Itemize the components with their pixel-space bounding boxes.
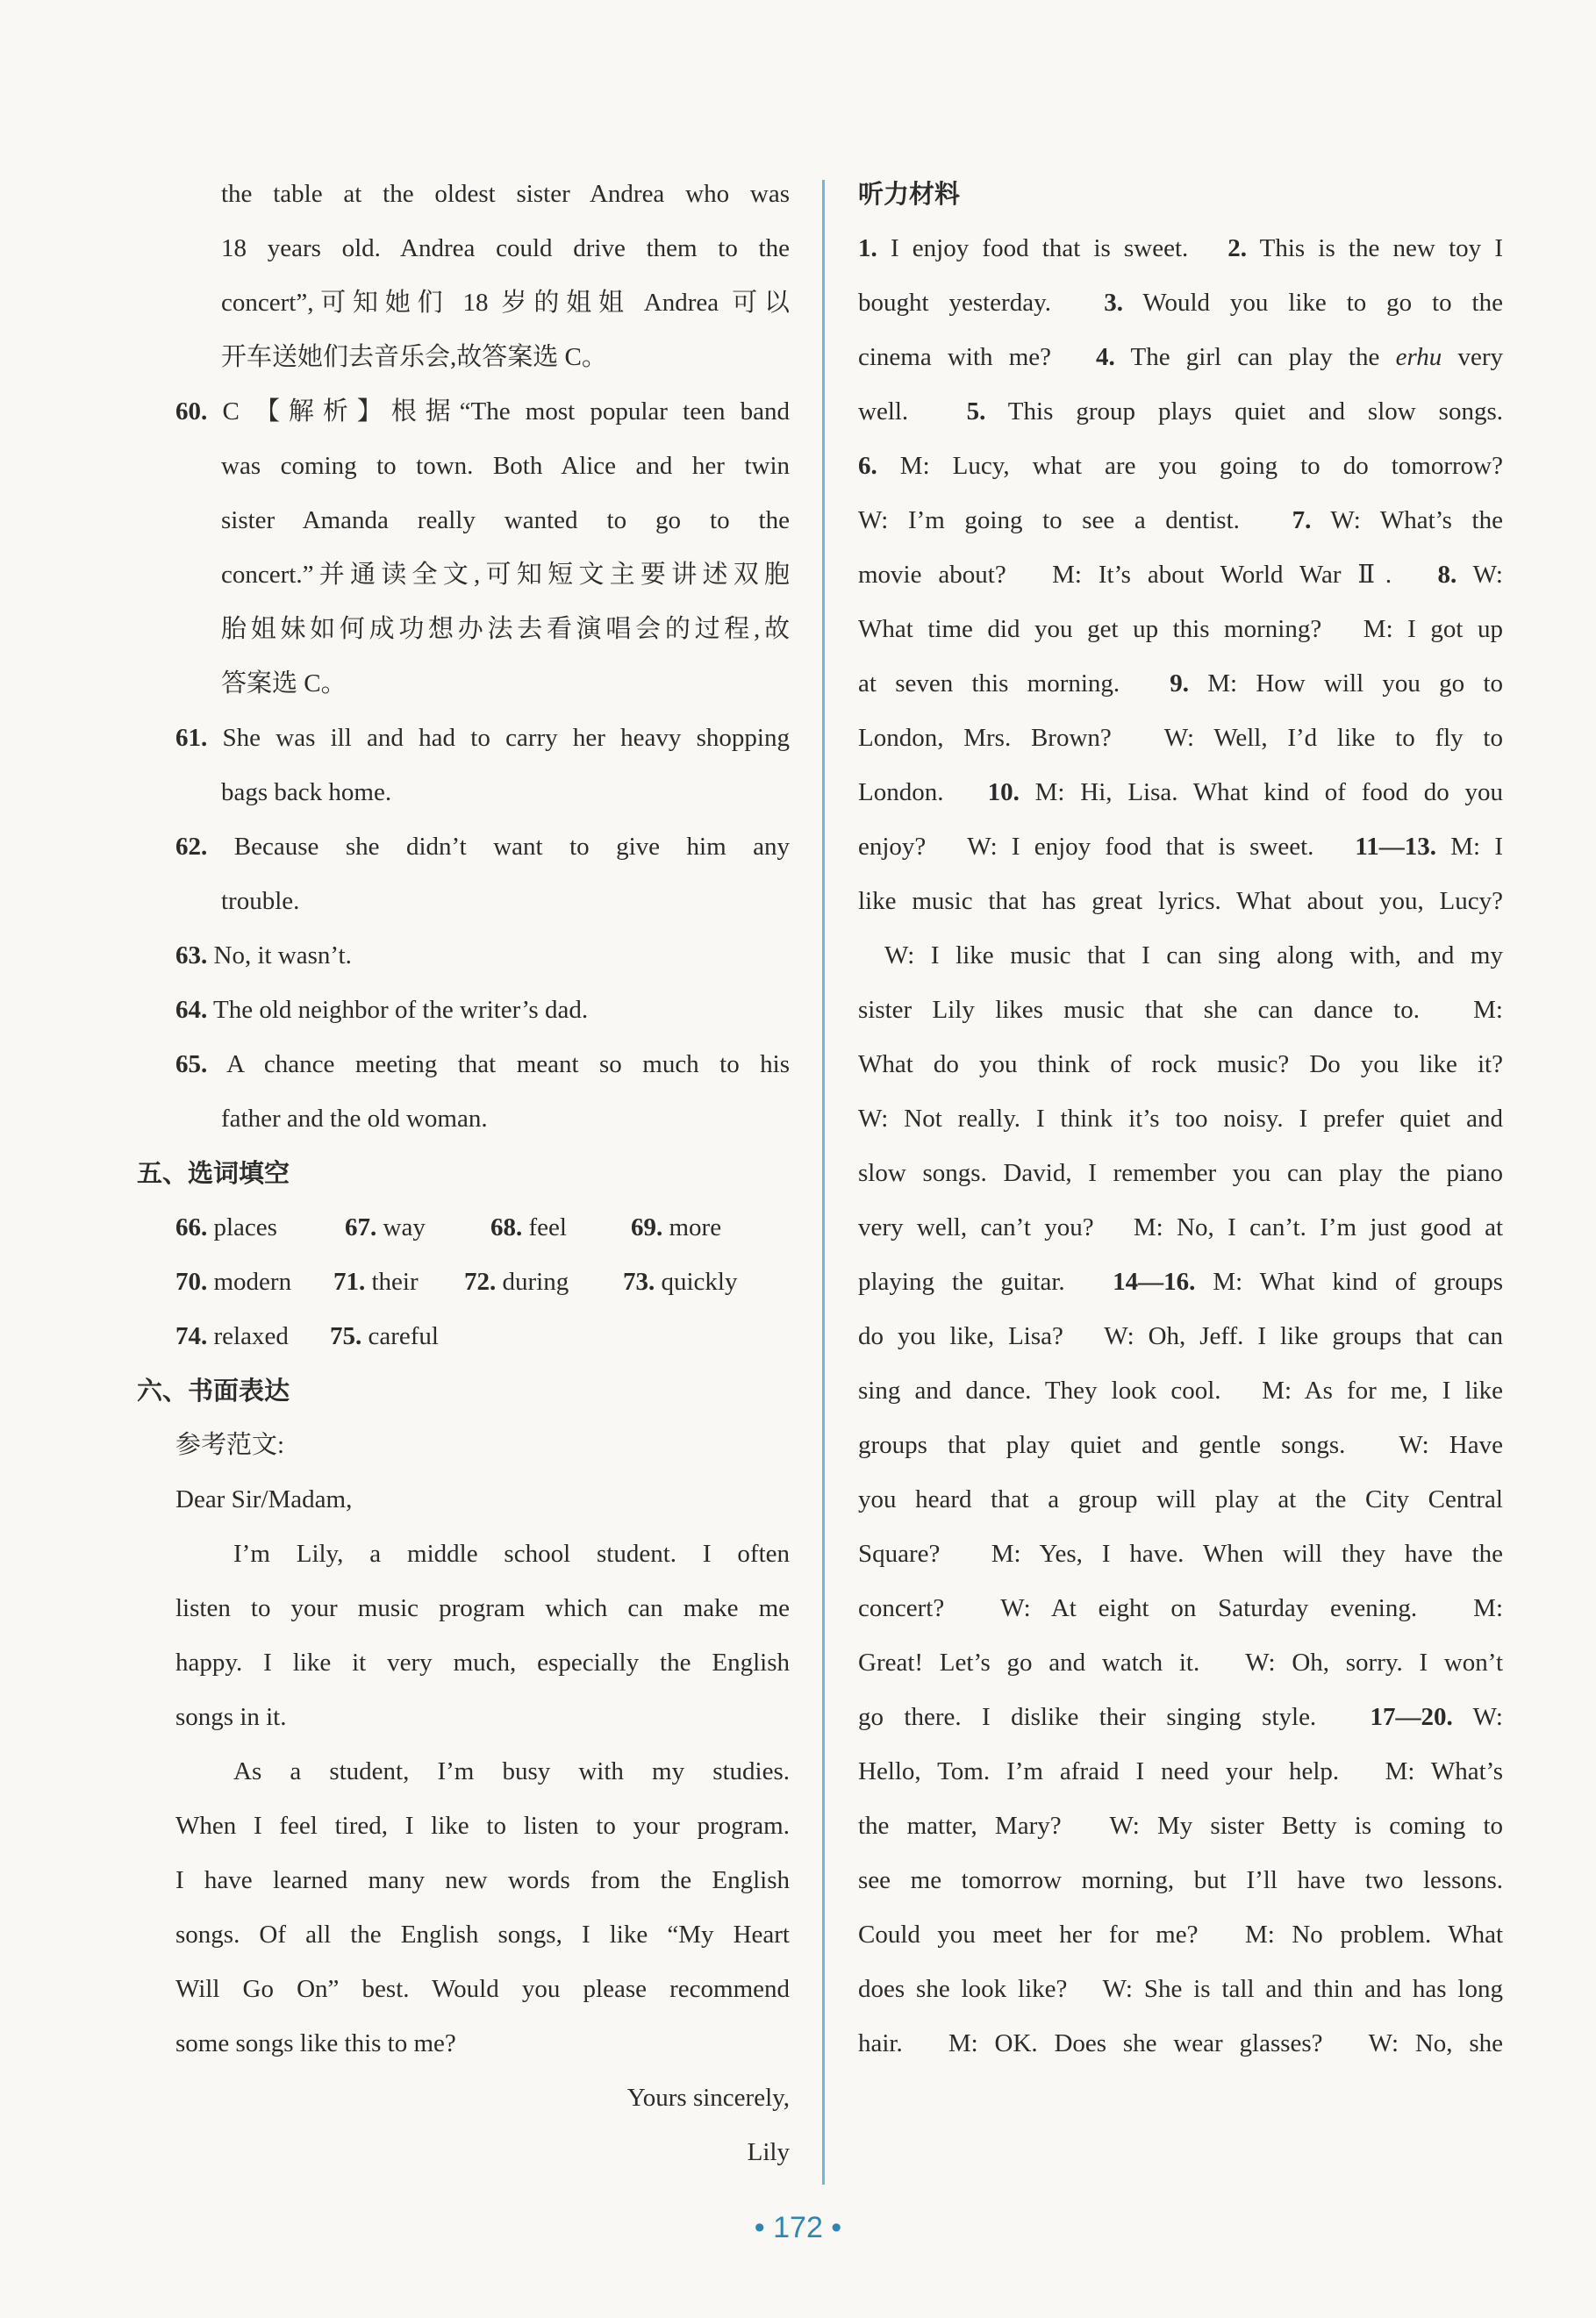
text-line: Will Go On” best. Would you please recommend — [175, 1975, 790, 2003]
transcript-line: 6. M: Lucy, what are you going to do tomorrow? — [858, 452, 1503, 480]
text-line: sister Amanda really wanted to go to the — [221, 506, 790, 534]
answer-number: 66. — [175, 1213, 208, 1241]
answer-number: 73. — [623, 1268, 655, 1296]
text-line: father and the old woman. — [221, 1105, 488, 1133]
transcript-line: Square? M: Yes, I have. When will they have the — [858, 1540, 1503, 1568]
left-column — [137, 167, 791, 2179]
listening-material-title: 听力材料 — [858, 179, 961, 209]
transcript-line: cinema with me? 4. The girl can play the erhu very — [858, 343, 1503, 371]
letter-salutation: Dear Sir/Madam, — [175, 1485, 353, 1513]
listening-transcript — [858, 221, 1503, 2071]
answer-word: way — [383, 1213, 426, 1241]
section-six-title: 六、书面表达 — [137, 1376, 290, 1406]
fill-row — [175, 1200, 790, 1255]
answer-number: 75. — [330, 1322, 362, 1350]
answer-number: 74. — [175, 1322, 208, 1350]
transcript-line: What do you think of rock music? Do you like it? — [858, 1050, 1503, 1078]
transcript-line: groups that play quiet and gentle songs. W: Have — [858, 1431, 1503, 1459]
text-line: I have learned many new words from the English — [175, 1866, 790, 1894]
transcript-line: sister Lily likes music that she can dance to. M: — [858, 996, 1503, 1024]
column-divider — [822, 180, 825, 2185]
transcript-line: Hello, Tom. I’m afraid I need your help. M: What’s — [858, 1757, 1503, 1785]
answer-number: 65. — [175, 1050, 208, 1078]
text-line: bags back home. — [221, 778, 392, 806]
answer-word: their — [371, 1268, 419, 1296]
transcript-line: go there. I dislike their singing style. 17—20. W: — [858, 1703, 1503, 1731]
answer-60 — [175, 384, 790, 711]
transcript-line: bought yesterday. 3. Would you like to go to the — [858, 289, 1503, 317]
answer-number: 71. — [333, 1268, 366, 1296]
transcript-line: do you like, Lisa? W: Oh, Jeff. I like groups that can — [858, 1322, 1503, 1350]
text-line: A chance meeting that meant so much to his — [226, 1050, 791, 1078]
transcript-line: at seven this morning. 9. M: How will you go to — [858, 669, 1503, 698]
transcript-line: does she look like? W: She is tall and thin and has long — [858, 1975, 1503, 2003]
right-column — [858, 167, 1503, 2071]
answer-number: 62. — [175, 833, 208, 861]
text-line: happy. I like it very much, especially the English — [175, 1649, 790, 1677]
fill-row — [175, 1255, 790, 1309]
text-line: concert.”并通读全文,可知短文主要讲述双胞 — [221, 561, 790, 589]
text-line: listen to your music program which can make me — [175, 1594, 790, 1622]
transcript-line: 1. I enjoy food that is sweet. 2. This is the new toy I — [858, 234, 1503, 262]
answer-number: 70. — [175, 1268, 208, 1296]
answer-number: 61. — [175, 724, 208, 752]
text-line: She was ill and had to carry her heavy shopping — [222, 724, 790, 752]
text-line: The old neighbor of the writer’s dad. — [212, 996, 589, 1024]
section-five-title: 五、选词填空 — [137, 1158, 290, 1188]
answer-number: 63. — [175, 941, 208, 969]
transcript-line: Great! Let’s go and watch it. W: Oh, sorry. I won’t — [858, 1649, 1503, 1677]
answer-61 — [175, 711, 790, 819]
transcript-line: the matter, Mary? W: My sister Betty is coming to — [858, 1812, 1503, 1840]
transcript-line: W: I’m going to see a dentist. 7. W: What’s the — [858, 506, 1503, 534]
text-line: 答案选 C。 — [221, 669, 347, 698]
answer-62 — [175, 819, 790, 928]
transcript-line: Could you meet her for me? M: No problem. What — [858, 1921, 1503, 1949]
answer-word: more — [669, 1213, 722, 1241]
transcript-line: concert? W: At eight on Saturday evening. M: — [858, 1594, 1503, 1622]
answer-word: quickly — [661, 1268, 738, 1296]
transcript-line: very well, can’t you? M: No, I can’t. I’m just good at — [858, 1213, 1503, 1241]
transcript-line: enjoy? W: I enjoy food that is sweet. 11—13. M: I — [858, 833, 1504, 861]
fill-in-answers — [175, 1200, 790, 1363]
letter-closing: Yours sincerely, — [626, 2084, 790, 2112]
answer-number: 68. — [490, 1213, 523, 1241]
answer-number: 67. — [345, 1213, 377, 1241]
transcript-line: W: I like music that I can sing along with, and my — [884, 941, 1503, 969]
answer-word: modern — [213, 1268, 292, 1296]
answer-number: 60. — [175, 397, 208, 426]
fill-row — [175, 1309, 790, 1363]
transcript-line: London. 10. M: Hi, Lisa. What kind of food do you — [858, 778, 1503, 806]
text-line: trouble. — [221, 887, 300, 915]
text-line: concert”,可知她们 18 岁的姐姐 Andrea 可以 — [221, 289, 790, 317]
text-line: was coming to town. Both Alice and her twin — [221, 452, 790, 480]
text-line: songs. Of all the English songs, I like “My Heart — [175, 1921, 790, 1949]
answer-number: 69. — [631, 1213, 663, 1241]
answer-63 — [175, 928, 790, 983]
answer-64 — [175, 983, 790, 1037]
transcript-line: London, Mrs. Brown? W: Well, I’d like to fly to — [858, 724, 1503, 752]
transcript-line: W: Not really. I think it’s too noisy. I prefer quiet and — [858, 1105, 1503, 1133]
answer-word: places — [213, 1213, 277, 1241]
answer-word: careful — [368, 1322, 439, 1350]
text-line: 开车送她们去音乐会,故答案选 C。 — [221, 343, 607, 371]
answer-number: 64. — [175, 996, 208, 1024]
text-line: some songs like this to me? — [175, 2029, 456, 2057]
transcript-line: like music that has great lyrics. What about you, Lucy? — [858, 887, 1503, 915]
text-line: When I feel tired, I like to listen to your program. — [175, 1812, 790, 1840]
transcript-line: sing and dance. They look cool. M: As for me, I like — [858, 1377, 1503, 1405]
answer-word: relaxed — [213, 1322, 289, 1350]
transcript-line: playing the guitar. 14—16. M: What kind of groups — [858, 1268, 1503, 1296]
text-line: 胎姐妹如何成功想办法去看演唱会的过程,故 — [221, 615, 790, 643]
transcript-line: What time did you get up this morning? M: I got up — [858, 615, 1503, 643]
text-line: I’m Lily, a middle school student. I often — [233, 1540, 790, 1568]
answer-word: feel — [528, 1213, 567, 1241]
text-line: No, it wasn’t. — [213, 941, 352, 969]
text-line: the table at the oldest sister Andrea who was — [221, 180, 790, 208]
transcript-line: slow songs. David, I remember you can play the piano — [858, 1159, 1503, 1187]
text-line: Because she didn’t want to give him any — [233, 833, 790, 861]
transcript-line: well. 5. This group plays quiet and slow songs. — [858, 397, 1503, 426]
transcript-line: you heard that a group will play at the City Central — [858, 1485, 1503, 1513]
answer-number: 72. — [464, 1268, 497, 1296]
text-line: C 【解析】根据“The most popular teen band — [222, 397, 791, 426]
text-line: As a student, I’m busy with my studies. — [233, 1757, 790, 1785]
answer-59-continued — [175, 167, 790, 384]
page-number: • 172 • — [754, 2211, 842, 2244]
text-line: songs in it. — [175, 1703, 287, 1731]
letter-signature: Lily — [747, 2138, 790, 2166]
transcript-line: hair. M: OK. Does she wear glasses? W: No, she — [858, 2029, 1503, 2057]
text-line: 18 years old. Andrea could drive them to the — [221, 234, 790, 262]
transcript-line: see me tomorrow morning, but I’ll have two lessons. — [858, 1866, 1503, 1894]
sample-letter — [175, 1472, 790, 2179]
transcript-line: movie about? M: It’s about World War Ⅱ. 8. W: — [858, 561, 1503, 589]
answer-word: during — [502, 1268, 569, 1296]
sample-label: 参考范文: — [175, 1431, 285, 1459]
answer-65 — [175, 1037, 790, 1146]
